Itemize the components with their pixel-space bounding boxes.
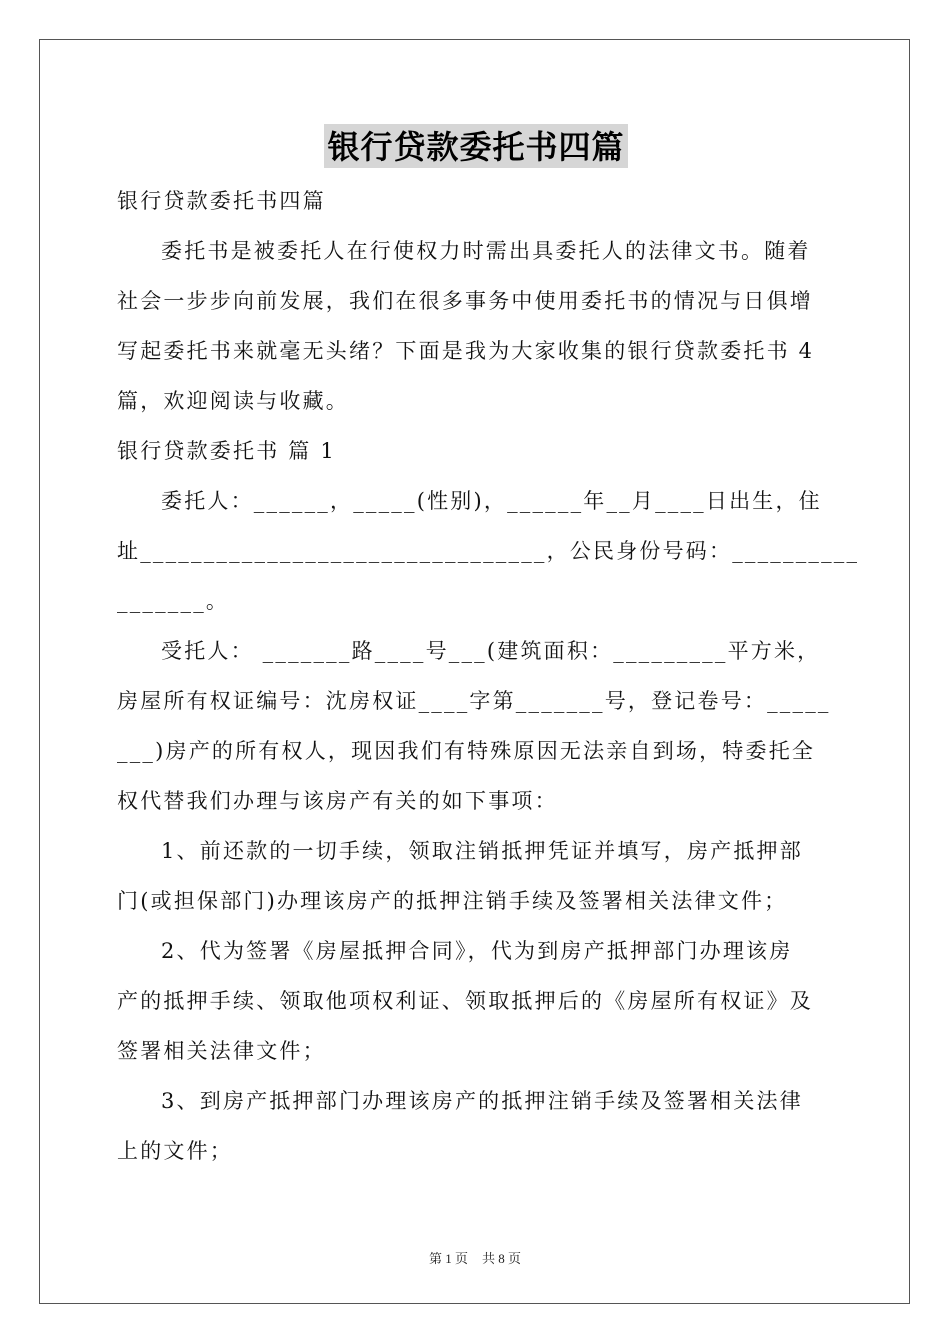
item-2-line-2: 产的抵押手续、领取他项权利证、领取抵押后的《房屋所有权证》及 — [117, 989, 813, 1013]
item-3-line-1: 3、到房产抵押部门办理该房产的抵押注销手续及签署相关法律 — [161, 1089, 803, 1113]
intro-line-4: 篇，欢迎阅读与收藏。 — [117, 389, 349, 413]
agent-line-1: 受托人： _______路____号___(建筑面积：_________平方米， — [161, 639, 821, 663]
item-3-line-2: 上的文件； — [117, 1139, 233, 1163]
principal-line-3: _______。 — [117, 589, 230, 613]
page-footer — [0, 1248, 950, 1267]
principal-line-1: 委托人：______，_____(性别)，______年__月____日出生，住 — [161, 489, 822, 513]
title-row — [117, 124, 835, 176]
agent-line-3: ___)房产的所有权人，现因我们有特殊原因无法亲自到场，特委托全 — [117, 739, 816, 763]
intro-line-3: 写起委托书来就毫无头绪？下面是我为大家收集的银行贷款委托书 4 — [117, 339, 815, 363]
principal-line-2: 址________________________________，公民身份号码：__________ — [117, 539, 860, 563]
agent-line-4: 权代替我们办理与该房产有关的如下事项： — [117, 789, 558, 813]
intro-line-2: 社会一步步向前发展，我们在很多事务中使用委托书的情况与日俱增 — [117, 289, 813, 313]
document-title: 银行贷款委托书四篇 — [324, 124, 627, 168]
item-1-line-1: 1、前还款的一切手续，领取注销抵押凭证并填写，房产抵押部 — [161, 839, 803, 863]
page-number: 第 1 页 — [428, 1251, 468, 1266]
item-2-line-3: 签署相关法律文件； — [117, 1039, 326, 1063]
intro-line-1: 委托书是被委托人在行使权力时需出具委托人的法律文书。随着 — [161, 239, 811, 263]
item-2-line-1: 2、代为签署《房屋抵押合同》，代为到房产抵押部门办理该房 — [161, 939, 793, 963]
item-1-line-2: 门(或担保部门)办理该房产的抵押注销手续及签署相关法律文件； — [117, 889, 788, 913]
page-total: 共 8 页 — [482, 1251, 522, 1266]
agent-line-2: 房屋所有权证编号：沈房权证____字第_______号，登记卷号：_____ — [117, 689, 831, 713]
subtitle-line: 银行贷款委托书四篇 — [117, 189, 326, 213]
document-body — [117, 124, 860, 1176]
section-heading-1: 银行贷款委托书 篇 1 — [117, 439, 336, 463]
